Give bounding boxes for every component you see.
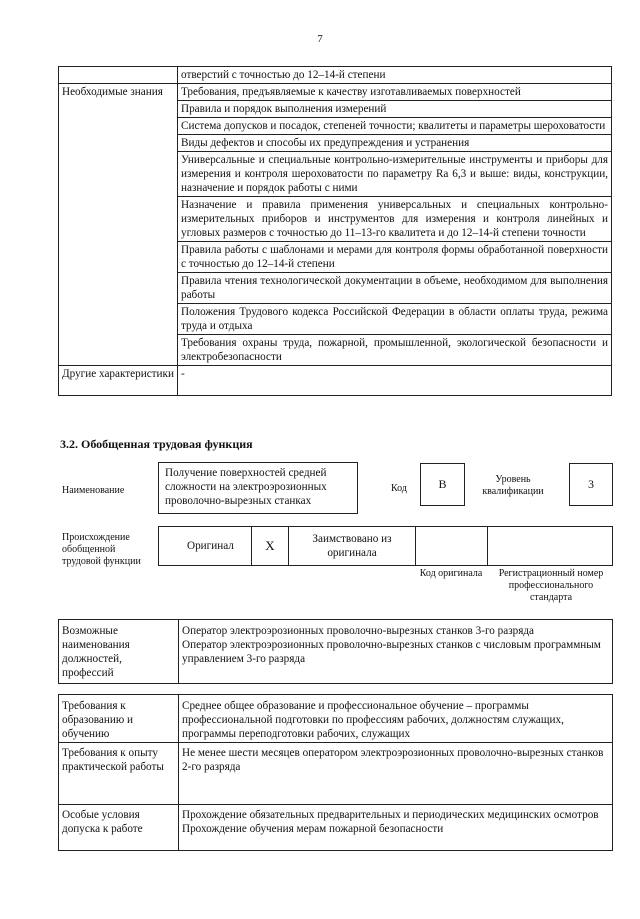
page-number: 7 [317,33,323,45]
admission-line: Прохождение обязательных предварительных и периодических медицинских осмотров [182,809,599,821]
level-value-box: 3 [569,463,613,506]
code-original-caption: Код оригинала [419,568,483,579]
table-row [59,743,613,805]
table-row [59,695,613,743]
experience-label: Требования к опыту практической работы [59,743,179,805]
positions-label: Возможные наименования должностей, профессий [59,620,179,684]
other-label: Другие характеристики [59,366,178,396]
positions-table [58,619,613,684]
education-label: Требования к образованию и обучению [59,695,179,743]
table-row [59,805,613,851]
admission-value [179,805,613,851]
knowledge-item: Назначение и правила применения универсальных и специальных контрольно-измерительных приборов и инструментов для измерения и контроля линейных и угловых размеров с точностью до 11–13-го квалитета и до 12–14-й степени точности [178,197,612,242]
original-label: Оригинал [159,527,252,566]
knowledge-item: Требования, предъявляемые к качеству изготавливаемых поверхностей [178,84,612,101]
knowledge-item: Система допусков и посадок, степеней точности; квалитеты и параметры шероховатости [178,118,612,135]
knowledge-label: Необходимые знания [59,84,178,366]
knowledge-item: Универсальные и специальные контрольно-измерительные инструменты и приборы для измерения и контроля шероховатости по параметру Ra 6,3 и выше: виды, конструкции, назначение и порядок работы с ними [178,152,612,197]
other-value: - [178,366,612,396]
knowledge-table [58,66,612,396]
knowledge-item: Правила и порядок выполнения измерений [178,101,612,118]
positions-value [179,620,613,684]
borrowed-label: Заимствовано из оригинала [289,527,416,566]
level-label: Уровень квалификации [482,474,544,497]
code-label: Код [391,483,407,494]
section-title: 3.2. Обобщенная трудовая функция [60,437,253,451]
origin-table [158,526,613,566]
table-row [59,620,613,684]
table-row [159,527,613,566]
table-row [59,67,612,84]
requirements-table [58,694,613,851]
admission-label: Особые условия допуска к работе [59,805,179,851]
reg-number-cell [488,527,613,566]
knowledge-item: Правила работы с шаблонами и мерами для контроля формы обработанной поверхности с точностью до 12–14-й степени [178,242,612,273]
experience-value: Не менее шести месяцев оператором электроэрозионных проволочно-вырезных станков 2-го разряда [179,743,613,805]
name-label: Наименование [62,485,125,496]
reg-number-caption: Регистрационный номер профессионального стандарта [498,568,604,603]
code-value-box: B [420,463,465,506]
table-row [59,366,612,396]
origin-label: Происхождение обобщенной трудовой функции [62,532,141,567]
table-row [59,84,612,101]
education-value: Среднее общее образование и профессиональное обучение – программы профессиональной подготовки по профессиям рабочих, должностям служащих, программы переподготовки рабочих, служащих [179,695,613,743]
name-value-box: Получение поверхностей средней сложности на электроэрозионных проволочно-вырезных станках [158,462,358,514]
knowledge-item: Правила чтения технологической документации в объеме, необходимом для выполнения работы [178,273,612,304]
position-line: Оператор электроэрозионных проволочно-вырезных станков с числовым программным управлением 3-го разряда [182,639,601,665]
admission-line: Прохождение обучения мерам пожарной безопасности [182,823,444,835]
knowledge-item: Виды дефектов и способы их предупреждения и устранения [178,135,612,152]
code-original-cell [416,527,488,566]
position-line: Оператор электроэрозионных проволочно-вырезных станков 3-го разряда [182,625,535,637]
knowledge-item: Требования охраны труда, пожарной, промышленной, экологической безопасности и электробезопасности [178,335,612,366]
knowledge-item: Положения Трудового кодекса Российской Федерации в области оплаты труда, режима труда и отдыха [178,304,612,335]
table-cell-empty [59,67,178,84]
table-cell: отверстий с точностью до 12–14-й степени [178,67,612,84]
original-mark: X [252,527,289,566]
